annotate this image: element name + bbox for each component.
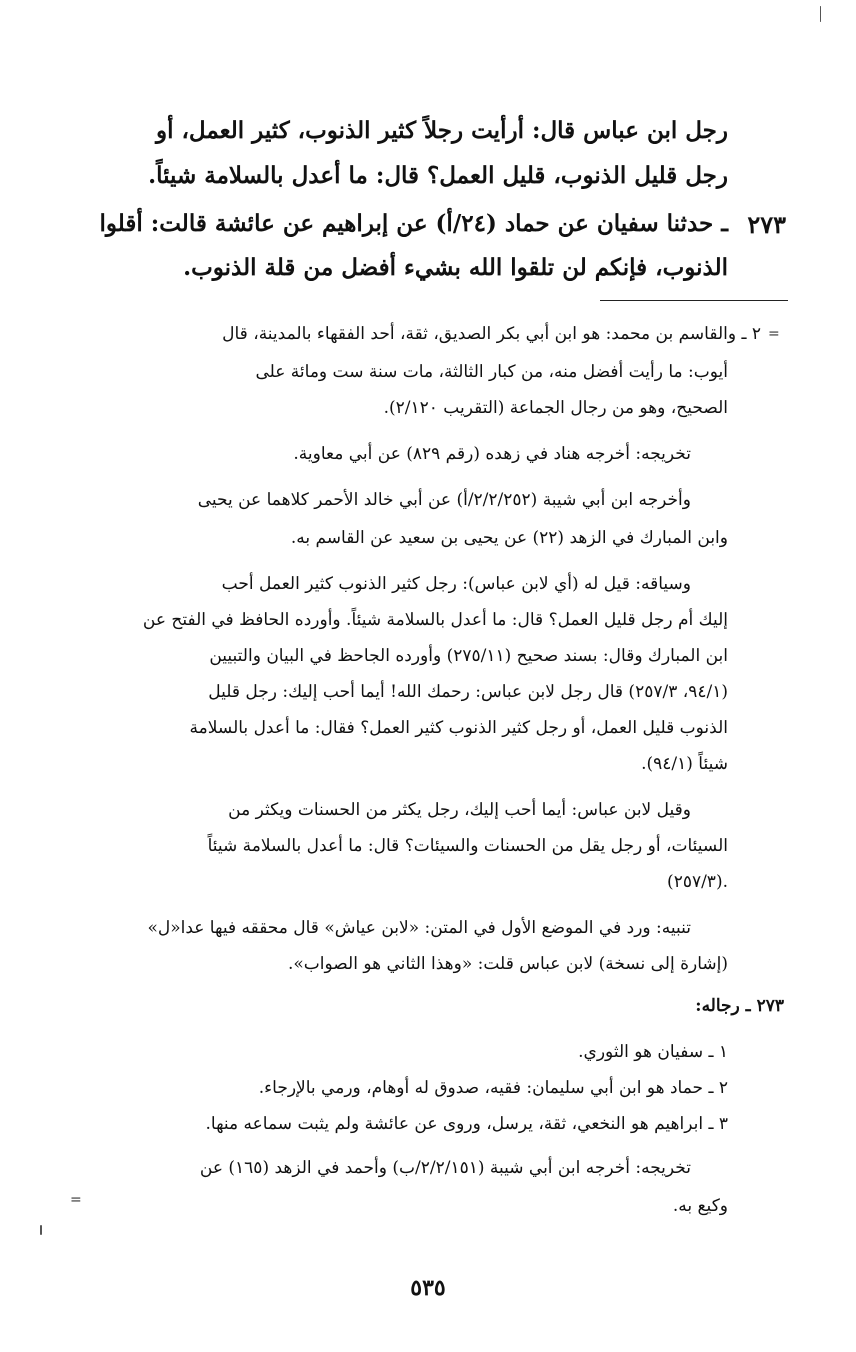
scan-speck (820, 6, 821, 22)
takhrij-3-line-1: تخريجه: أخرجه ابن أبي شيبة (٢/٢/١٥١/ب) وأحمد في الزهد (١٦٥) عن (199, 1158, 691, 1178)
rijal-item-1: ١ ـ سفيان هو الثوري. (578, 1042, 728, 1062)
main-text-line-2: رجل قليل الذنوب، قليل العمل؟ قال: ما أعدل بالسلامة شيئاً. (148, 162, 728, 189)
siyaq-line-4: (٩٤/١، ٢٥٧/٣) قال رجل لابن عباس: رحمك الله! أيما أحب إليك: رجل قليل (208, 682, 728, 702)
siyaq-line-2: إليك أم رجل قليل العمل؟ قال: ما أعدل بالسلامة شيئاً. وأورده الحافظ في الفتح عن (142, 610, 728, 630)
siyaq-line-6: شيئاً (٩٤/١). (641, 754, 728, 774)
scan-speck (40, 1225, 42, 1235)
main-text-line-1: رجل ابن عباس قال: أرأيت رجلاً كثير الذنوب، كثير العمل، أو (156, 117, 728, 144)
takhrij-2-line-1: وأخرجه ابن أبي شيبة (٢/٢/٢٥٢/أ) عن أبي خالد الأحمر كلاهما عن يحيى (197, 490, 691, 510)
footnote-separator (600, 300, 788, 301)
rijal-item-3: ٣ ـ ابراهيم هو النخعي، ثقة، يرسل، وروى عن عائشة ولم يثبت سماعه منها. (205, 1114, 728, 1134)
takhrij-1: تخريجه: أخرجه هناد في زهده (رقم ٨٢٩) عن أبي معاوية. (293, 444, 691, 464)
takhrij-2-line-2: وابن المبارك في الزهد (٢٢) عن يحيى بن سعيد عن القاسم به. (290, 528, 728, 548)
tanbih-line-2: (إشارة إلى نسخة) لابن عباس قلت: «وهذا الثاني هو الصواب». (287, 954, 728, 974)
continuation-mark: = (768, 326, 780, 342)
siyaq-line-3: ابن المبارك وقال: بسند صحيح (٢٧٥/١١) وأورده الجاحظ في البيان والتبيين (209, 646, 728, 666)
entry-number-273: ٢٧٣ (747, 210, 786, 239)
tanbih-line-1: تنبيه: ورد في الموضع الأول في المتن: «لابن عياش» قال محققه فيها عدا«ل» (147, 918, 691, 938)
qila-line-2: السيئات، أو رجل يقل من الحسنات والسيئات؟ قال: ما أعدل بالسلامة شيئاً (207, 836, 728, 856)
rijal-heading: ٢٧٣ ـ رجاله: (695, 996, 784, 1016)
main-text-line-4: الذنوب، فإنكم لن تلقوا الله بشيء أفضل من قلة الذنوب. (183, 254, 728, 281)
bottom-continuation-mark: = (70, 1192, 82, 1208)
page-number: ٥٣٥ (410, 1275, 446, 1301)
main-text-line-3: ـ حدثنا سفيان عن حماد (٢٤/أ) عن إبراهيم عن عائشة قالت: أقلوا (99, 210, 728, 237)
takhrij-3-line-2: وكيع به. (672, 1196, 728, 1216)
footnote-2-line-3: الصحيح، وهو من رجال الجماعة (التقريب ٢/١٢٠). (383, 398, 728, 418)
siyaq-line-5: الذنوب قليل العمل، أو رجل كثير الذنوب كثير العمل؟ فقال: ما أعدل بالسلامة (189, 718, 728, 738)
qila-line-3: (٢٥٧/٣). (667, 872, 728, 892)
qila-line-1: وقيل لابن عباس: أيما أحب إليك، رجل يكثر من الحسنات ويكثر من (228, 800, 691, 820)
rijal-item-2: ٢ ـ حماد هو ابن أبي سليمان: فقيه، صدوق له أوهام، ورمي بالإرجاء. (258, 1078, 728, 1098)
footnote-2-line-1: ٢ ـ والقاسم بن محمد: هو ابن أبي بكر الصديق، ثقة، أحد الفقهاء بالمدينة، قال (222, 324, 761, 344)
footnote-2-line-2: أيوب: ما رأيت أفضل منه، من كبار الثالثة، مات سنة ست ومائة على (255, 362, 728, 382)
siyaq-line-1: وسياقه: قيل له (أي لابن عباس): رجل كثير الذنوب كثير العمل أحب (221, 574, 691, 594)
